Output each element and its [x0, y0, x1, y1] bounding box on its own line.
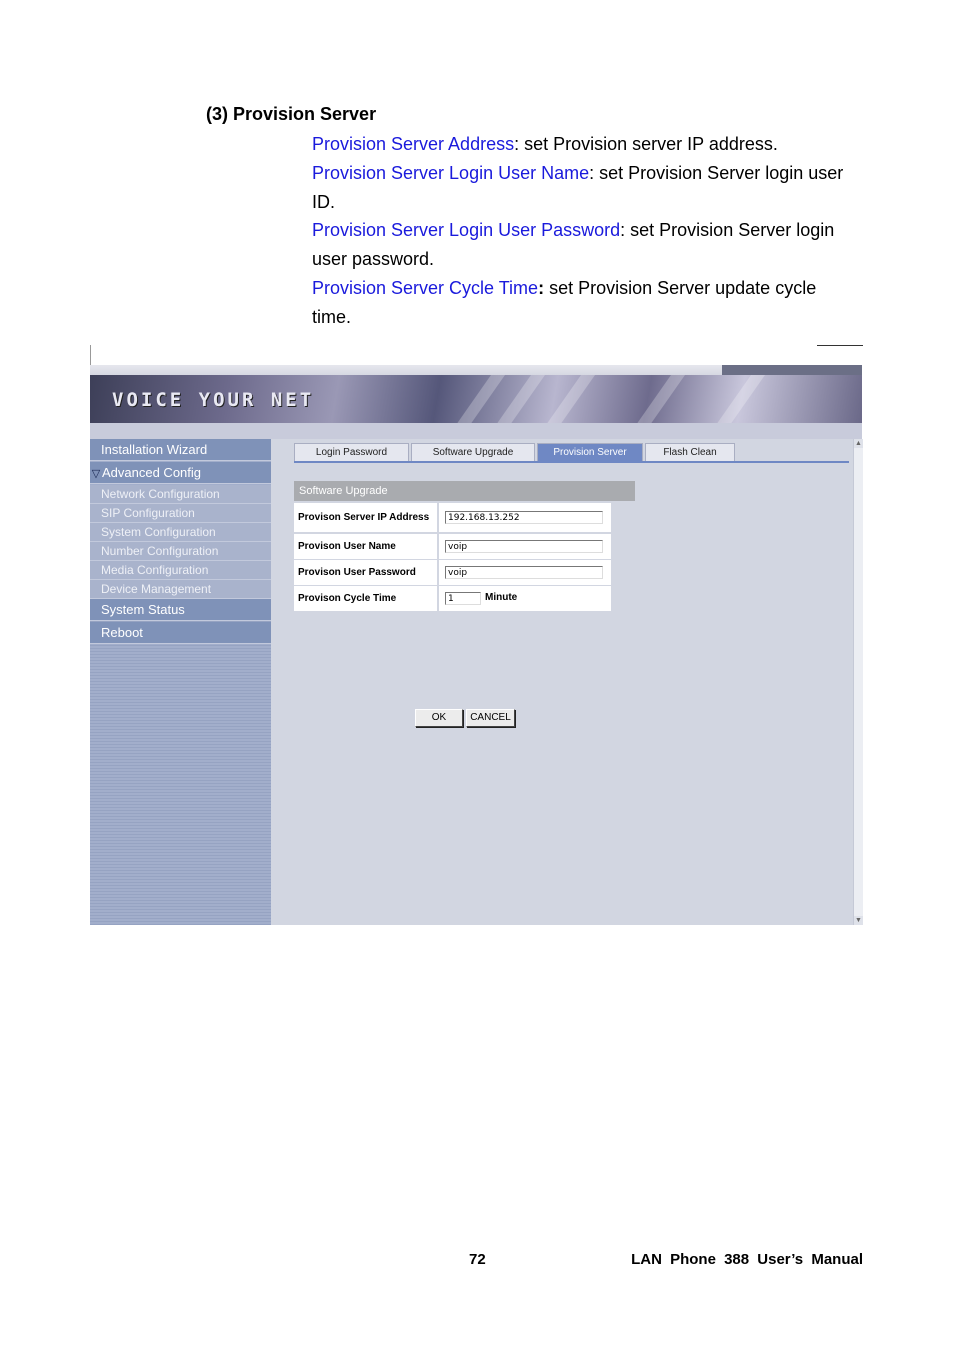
term-login-user-name: Provision Server Login User Name	[312, 163, 590, 183]
vertical-scrollbar[interactable]	[853, 439, 863, 925]
cycle-time-unit: Minute	[485, 592, 518, 603]
manual-title: LAN Phone 388 User’s Manual	[631, 1251, 863, 1268]
section-heading: (3) Provision Server	[206, 104, 377, 124]
sidebar-item-installation-wizard[interactable]: Installation Wizard	[90, 439, 271, 461]
form-row-server-ip	[294, 503, 611, 532]
tab-provision-server[interactable]: Provision Server	[537, 443, 643, 461]
form-row-cycle-time	[294, 586, 611, 611]
sidebar-item-sip-configuration[interactable]: SIP Configuration	[90, 504, 271, 523]
sidebar-item-advanced-config[interactable]: ▽ Advanced Config	[90, 462, 271, 484]
scroll-down-arrow-icon[interactable]: ▼	[855, 917, 862, 924]
user-name-label: Provison User Name	[294, 534, 439, 559]
ok-button[interactable]: OK	[415, 709, 463, 727]
user-name-input[interactable]: voip	[445, 540, 603, 553]
panel-title: Software Upgrade	[294, 481, 635, 501]
user-password-label: Provison User Password	[294, 560, 439, 585]
server-ip-input[interactable]: 192.168.13.252	[445, 511, 603, 524]
definition-login-user-name: Provision Server Login User Name: set Provision Server login user ID.	[312, 163, 844, 212]
brand-logo-text: VOICE YOUR NET	[112, 389, 315, 411]
user-password-input[interactable]: voip	[445, 566, 603, 579]
definition-server-address: Provision Server Address: set Provision server IP address.	[312, 134, 778, 154]
tab-flash-clean[interactable]: Flash Clean	[645, 443, 735, 461]
main-content	[271, 439, 853, 925]
sidebar	[90, 439, 271, 925]
definition-login-user-password: Provision Server Login User Password: set Provision Server login user password.	[312, 220, 835, 269]
scroll-up-arrow-icon[interactable]: ▲	[855, 440, 862, 447]
sidebar-item-network-configuration[interactable]: Network Configuration	[90, 485, 271, 504]
triangle-down-icon: ▽	[91, 468, 101, 480]
tab-software-upgrade[interactable]: Software Upgrade	[411, 443, 535, 461]
cycle-time-input[interactable]: 1	[445, 592, 481, 605]
term-server-address: Provision Server Address	[312, 134, 515, 154]
definition-cycle-time: Provision Server Cycle Time: set Provision Server update cycle time.	[312, 278, 817, 327]
term-login-user-password: Provision Server Login User Password	[312, 220, 621, 240]
server-ip-label: Provison Server IP Address	[294, 503, 439, 532]
form-row-user-password	[294, 560, 611, 585]
sidebar-item-system-configuration[interactable]: System Configuration	[90, 523, 271, 542]
form-row-user-name	[294, 534, 611, 559]
cycle-time-label: Provison Cycle Time	[294, 586, 439, 611]
header-banner	[90, 375, 862, 423]
term-cycle-time: Provision Server Cycle Time	[312, 278, 539, 298]
sidebar-item-system-status[interactable]: System Status	[90, 599, 271, 621]
sidebar-item-device-management[interactable]: Device Management	[90, 580, 271, 599]
sidebar-item-number-configuration[interactable]: Number Configuration	[90, 542, 271, 561]
sidebar-item-reboot[interactable]: Reboot	[90, 622, 271, 644]
sidebar-item-media-configuration[interactable]: Media Configuration	[90, 561, 271, 580]
cancel-button[interactable]: CANCEL	[466, 709, 515, 727]
tab-login-password[interactable]: Login Password	[294, 443, 409, 461]
page-number: 72	[469, 1251, 486, 1268]
web-ui-screenshot	[90, 345, 863, 925]
